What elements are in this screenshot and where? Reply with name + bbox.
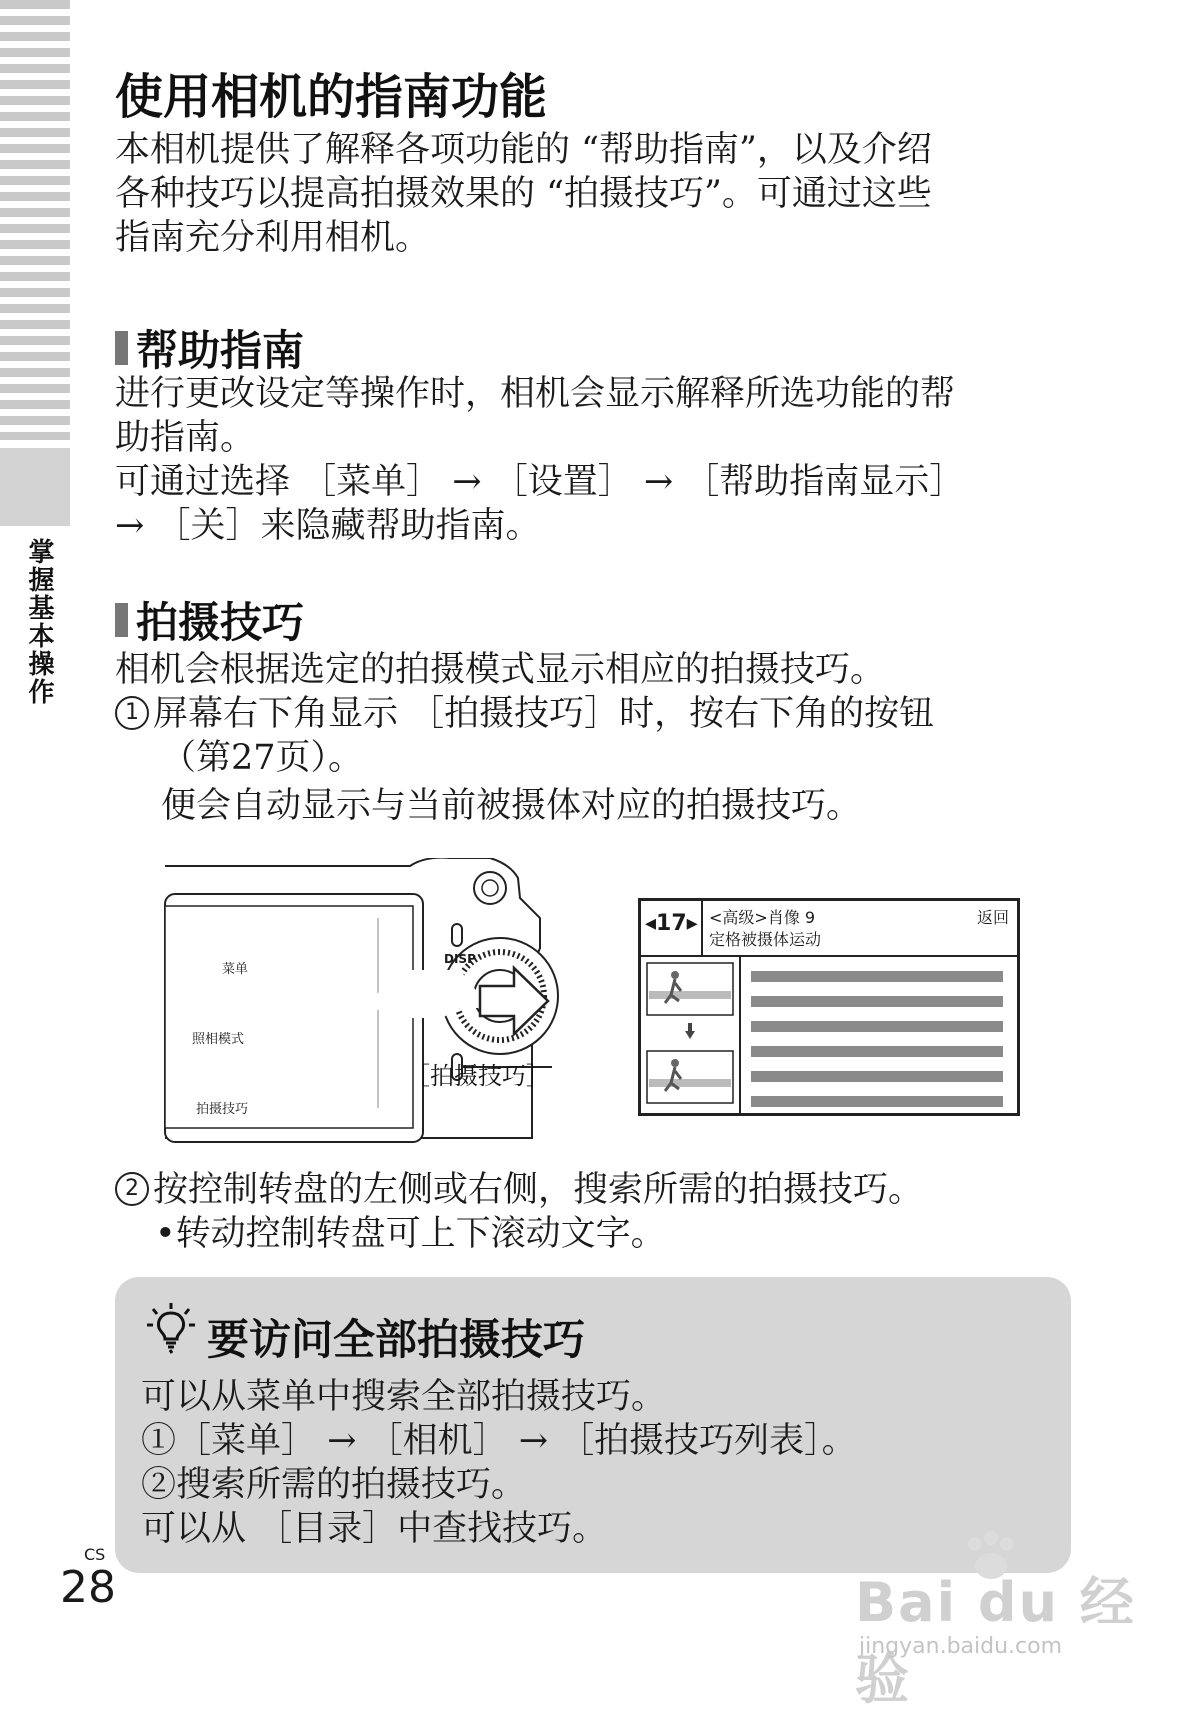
back-label: 返回: [976, 908, 1009, 927]
camera-mode-label: 照相模式: [192, 1032, 245, 1047]
help-guide-heading: [115, 318, 304, 378]
help-guide-heading-text: 帮助指南: [136, 326, 305, 375]
hint-line: ①［菜单］ → ［相机］ → ［拍摄技巧列表］。: [141, 1421, 857, 1461]
tip-title: 定格被摄体运动: [709, 930, 822, 949]
language-code: CS: [84, 1545, 106, 1564]
step-2-bullet: •转动控制转盘可上下滚动文字。: [155, 1214, 666, 1254]
heading-bar: [115, 331, 128, 365]
watermark-brand: Bai du 经验: [855, 1571, 1136, 1711]
callout-label: ［拍摄技巧］: [406, 1062, 550, 1090]
tip-number: ◂17▸: [645, 911, 698, 936]
shooting-tips-intro: 相机会根据选定的拍摄模式显示相应的拍摄技巧。: [115, 650, 886, 690]
help-guide-line: 助指南。: [115, 418, 256, 458]
intro-paragraph: [115, 128, 1045, 260]
intro-line: 本相机提供了解释各项功能的 “帮助指南”，以及介绍: [115, 130, 932, 170]
lcd-screen: [638, 898, 1020, 1116]
runner-images: [641, 955, 739, 1113]
figure-camera-and-screen: [160, 858, 1030, 1148]
disp-label: DISP: [444, 952, 476, 966]
section-tab-stripes: [0, 0, 70, 440]
help-guide-line: → ［关］来隐藏帮助指南。: [115, 506, 541, 546]
shooting-tips-heading: [115, 590, 304, 650]
hint-title: 要访问全部拍摄技巧: [207, 1315, 586, 1364]
camera-menu-label: 菜单: [222, 962, 249, 977]
section-label: 掌握基本操作: [24, 538, 54, 706]
step-number-2: 2: [115, 1172, 149, 1206]
hint-line: 可以从 ［目录］中查找技巧。: [141, 1509, 608, 1549]
step-1: [115, 692, 1045, 828]
camera-tips-label: 拍摄技巧: [196, 1102, 249, 1117]
intro-line: 指南充分利用相机。: [115, 218, 431, 258]
watermark: [855, 1530, 1160, 1711]
tip-text-placeholder: [751, 971, 1003, 1121]
step-1-result: 便会自动显示与当前被摄体对应的拍摄技巧。: [161, 786, 862, 826]
section-tab-active: [0, 448, 70, 526]
step-number-1: 1: [115, 696, 149, 730]
lightbulb-icon: [143, 1301, 199, 1357]
help-guide-line: 可通过选择 ［菜单］ → ［设置］ → ［帮助指南显示］: [115, 462, 965, 502]
watermark-url: jingyan.baidu.com: [859, 1634, 1063, 1659]
step-2: [115, 1168, 1045, 1256]
intro-line: 各种技巧以提高拍摄效果的 “拍摄技巧”。可通过这些: [115, 174, 932, 214]
lcd-divider: [701, 901, 703, 955]
heading-bar: [115, 603, 128, 637]
step-2-text: 按控制转盘的左侧或右侧，搜索所需的拍摄技巧。: [153, 1170, 924, 1210]
shooting-tips-heading-text: 拍摄技巧: [136, 598, 305, 647]
step-1-text-cont: （第27页）。: [161, 738, 364, 778]
hint-box: [115, 1277, 1071, 1573]
right-arrow-icon: [478, 964, 552, 1038]
help-guide-line: 进行更改设定等操作时，相机会显示解释所选功能的帮: [115, 374, 956, 414]
step-1-text: 屏幕右下角显示 ［拍摄技巧］时，按右下角的按钮: [153, 694, 935, 734]
lcd-header: [641, 901, 1017, 957]
tip-images: [641, 955, 741, 1113]
page-number: 28: [60, 1562, 116, 1613]
tip-category: <高级>肖像 9: [709, 908, 816, 927]
help-guide-paragraph: [115, 372, 1045, 548]
hint-line: ②搜索所需的拍摄技巧。: [141, 1465, 527, 1505]
hint-line: 可以从菜单中搜索全部拍摄技巧。: [141, 1377, 667, 1417]
page-title: 使用相机的指南功能: [115, 69, 548, 125]
